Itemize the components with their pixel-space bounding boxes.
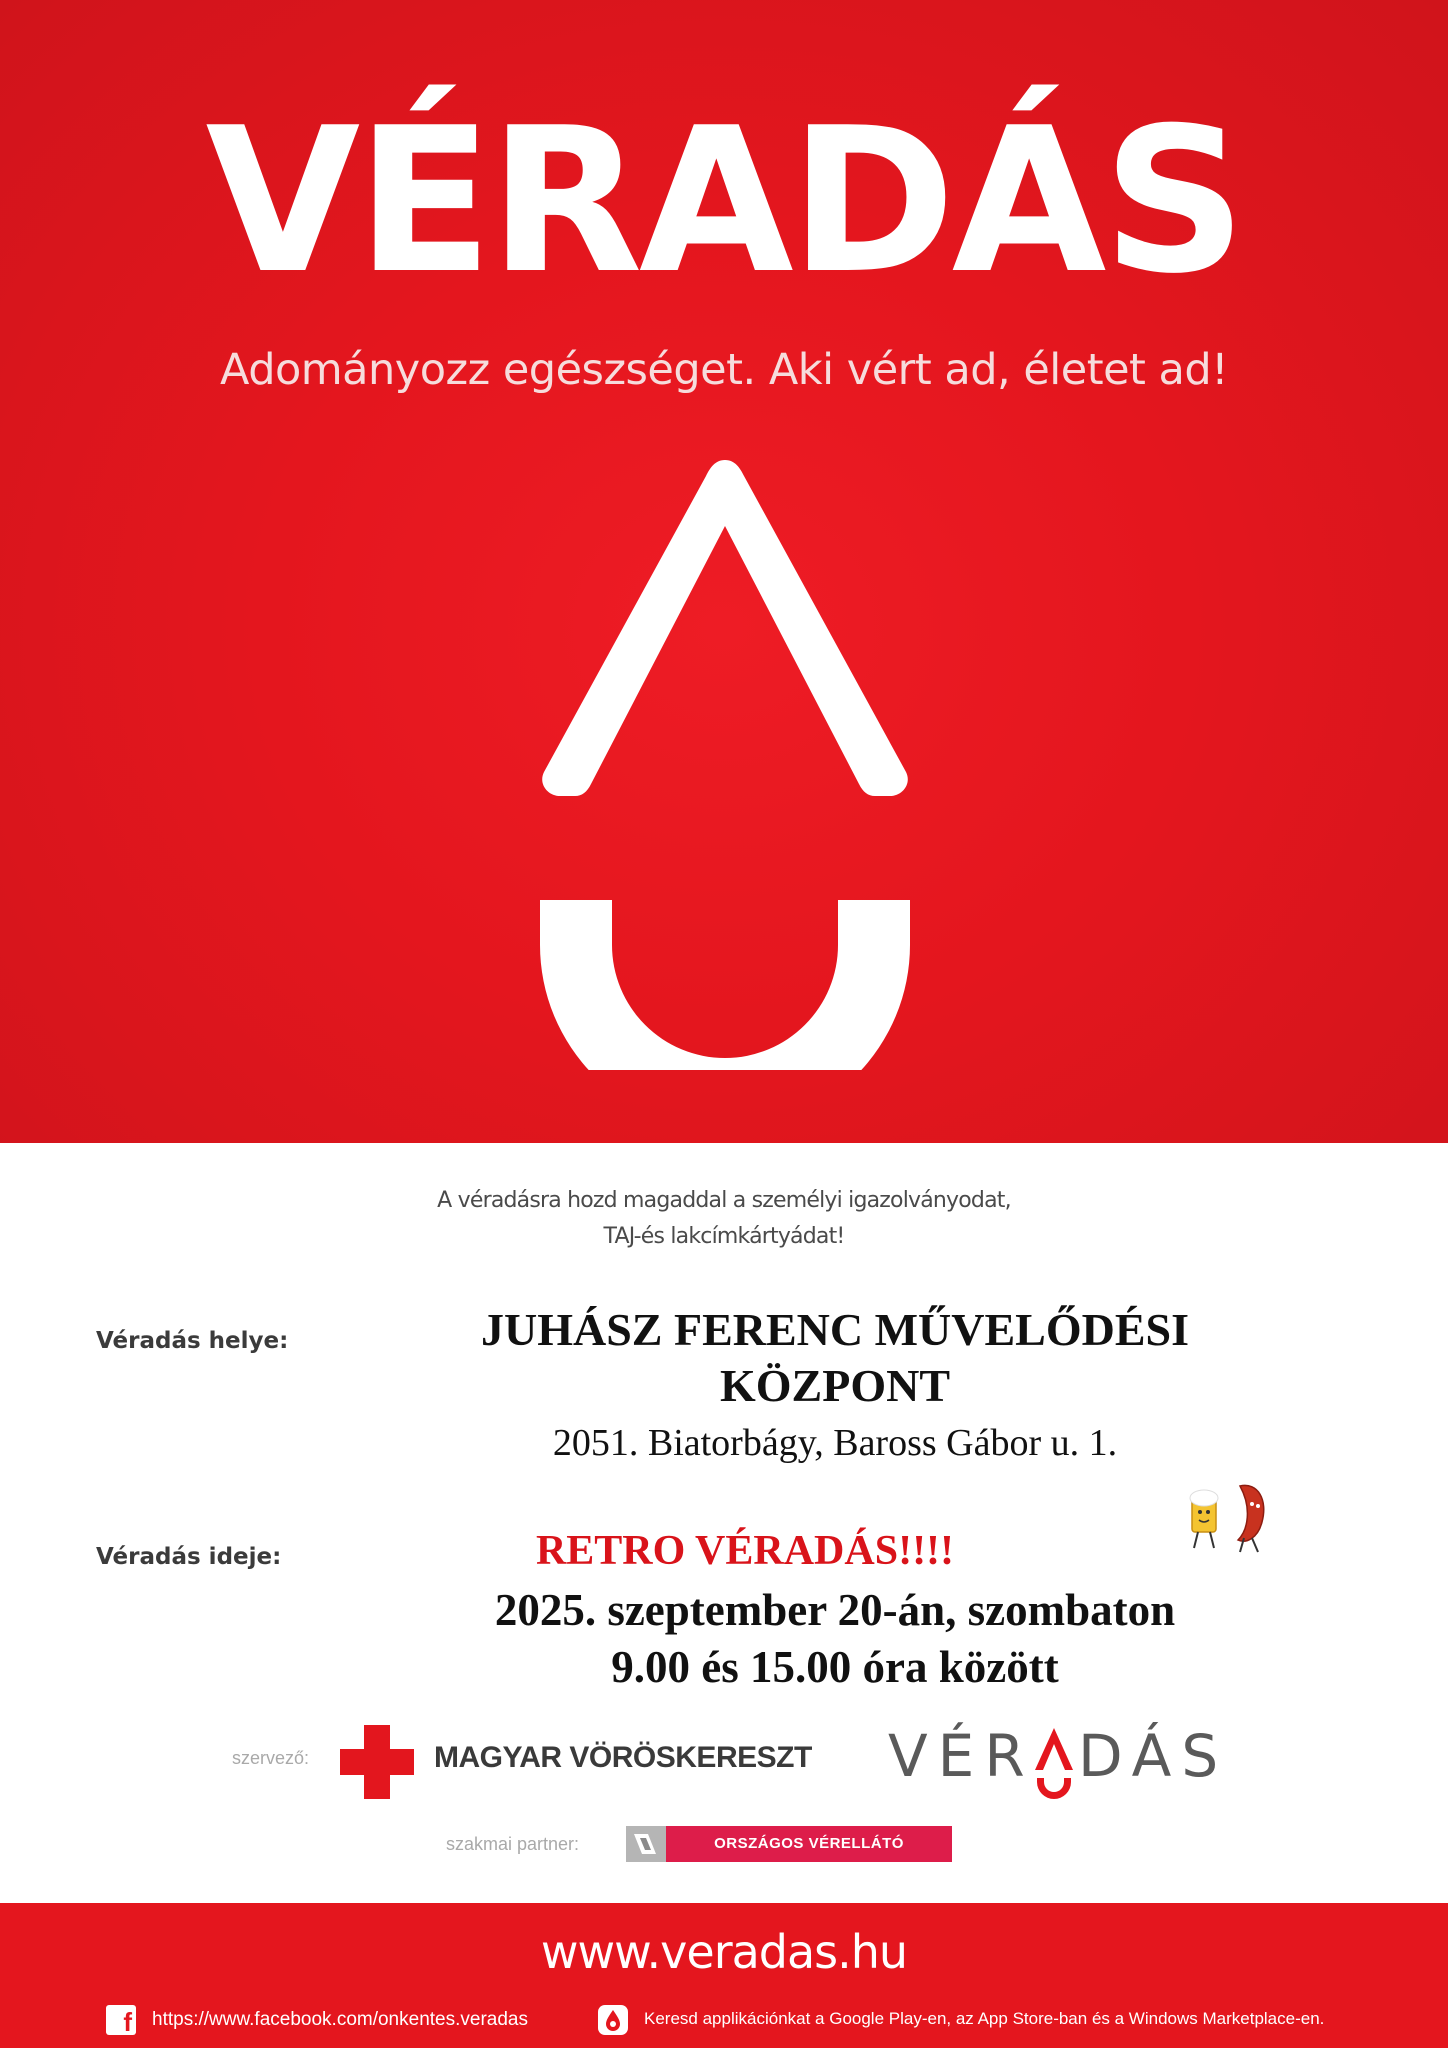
date-block: [430, 1582, 1240, 1696]
footer: [0, 1903, 1448, 2048]
blood-drop-smile-icon: [520, 450, 930, 1070]
place-label: Véradás helye:: [96, 1328, 289, 1354]
time-label: Véradás ideje:: [96, 1544, 282, 1570]
event-hours: 9.00 és 15.00 óra között: [611, 1642, 1059, 1692]
event-date: 2025. szeptember 20-án, szombaton: [494, 1585, 1176, 1635]
veradas-logo-left: VÉR: [888, 1722, 1035, 1790]
app-drop-icon: [598, 2005, 628, 2035]
red-cross-icon: [340, 1725, 414, 1799]
organizer-name: MAGYAR VÖRÖSKERESZT: [434, 1741, 812, 1774]
place-name-line-2: KÖZPONT: [719, 1360, 951, 1411]
requirements-note: [0, 1183, 1448, 1255]
organizer-label: szervező:: [232, 1748, 310, 1768]
website-link[interactable]: www.veradas.hu: [540, 1925, 908, 1979]
veradas-logo: [888, 1720, 1229, 1804]
partner-name: ORSZÁGOS VÉRELLÁTÓ SZOLGÁLAT: [666, 1826, 952, 1862]
hero-tagline: Adományozz egészséget. Aki vért ad, életet ad!: [220, 345, 1228, 395]
facebook-icon: f: [106, 2005, 136, 2035]
blood-drop-icon: [1031, 1726, 1077, 1802]
veradas-logo-right: DÁS: [1078, 1722, 1229, 1790]
beer-and-sausage-icon: [1182, 1478, 1276, 1556]
requirements-line-2: TAJ-és lakcímkártyádat!: [603, 1224, 845, 1249]
hero-title: VÉRADÁS: [205, 85, 1243, 318]
facebook-link[interactable]: https://www.facebook.com/onkentes.veradas: [152, 2009, 528, 2030]
app-promo-text: Keresd applikációnkat a Google Play-en, az App Store-ban és a Windows Marketplace-en.: [644, 2009, 1325, 2028]
partner-icon: [626, 1826, 666, 1862]
partner-logo: [626, 1826, 952, 1888]
place-address: 2051. Biatorbágy, Baross Gábor u. 1.: [552, 1422, 1118, 1464]
partner-label: szakmai partner:: [446, 1834, 580, 1854]
place-block: [430, 1302, 1240, 1470]
place-name-line-1: JUHÁSZ FERENC MŰVELŐDÉSI: [481, 1304, 1189, 1355]
retro-headline: RETRO VÉRADÁS!!!!: [535, 1528, 955, 1574]
requirements-line-1: A véradásra hozd magaddal a személyi igazolványodat,: [437, 1188, 1011, 1213]
